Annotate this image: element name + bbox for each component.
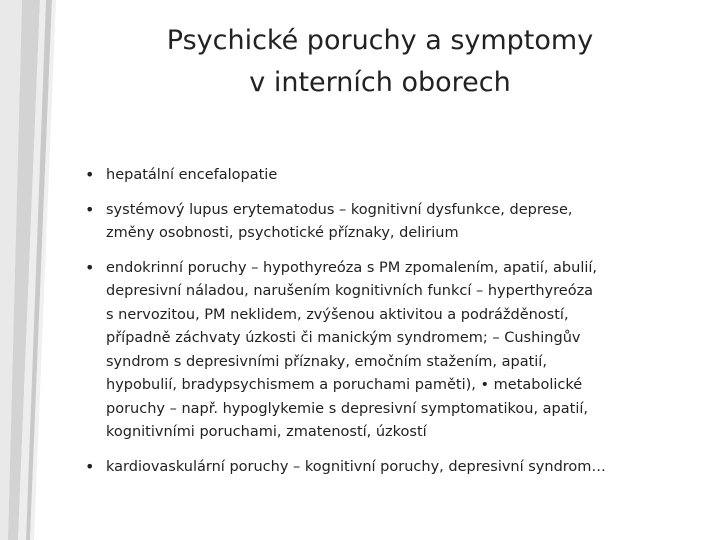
decorative-stripes [0,0,60,540]
slide-title-line-1: Psychické poruchy a symptomy [166,25,594,56]
bullet-text: endokrinní poruchy – hypothyreóza s PM zpomalením, apatií, abulií, [106,259,598,276]
bullet-text: systémový lupus erytematodus – kognitivní dysfunkce, deprese, [106,201,573,218]
bullet-text: kognitivními poruchami, zmateností, úzkostí [106,424,427,440]
bullet-item-hepatic [85,164,686,188]
bullet-item-lupus [85,199,686,246]
bullet-text: změny osobnosti, psychotické příznaky, delirium [106,225,459,241]
slide-title [100,20,660,104]
bullet-text: kardiovaskulární poruchy – kognitivní poruchy, depresivní syndrom… [106,458,606,475]
bullet-dot-icon: • [85,199,95,219]
bullet-item-cardiovascular [85,456,686,480]
bullet-text: s nervozitou, PM neklidem, zvýšenou aktivitou a podrážděností, [106,306,569,323]
bullet-dot-icon: • [85,257,95,277]
bullet-text: hypobulií, bradypsychismem a poruchami paměti), • metabolické [106,377,583,393]
bullet-text: depresivní náladou, narušením kognitivních funkcí – hyperthyreóza [106,283,594,299]
bullet-text: poruchy – např. hypoglykemie s depresivní symptomatikou, apatií, [106,400,588,417]
bullet-dot-icon: • [85,165,95,184]
bullet-text: syndrom s depresivními příznaky, emočním stažením, apatií, [106,353,547,370]
bullet-text: hepatální encefalopatie [106,167,278,183]
bullet-dot-icon: • [85,456,95,476]
bullet-item-endocrine [85,257,686,445]
bullet-text: případně záchvaty úzkosti či manickým syndromem; – Cushingův [106,330,581,346]
bullet-list [85,164,686,490]
slide-title-line-2: v interních oborech [249,67,511,98]
